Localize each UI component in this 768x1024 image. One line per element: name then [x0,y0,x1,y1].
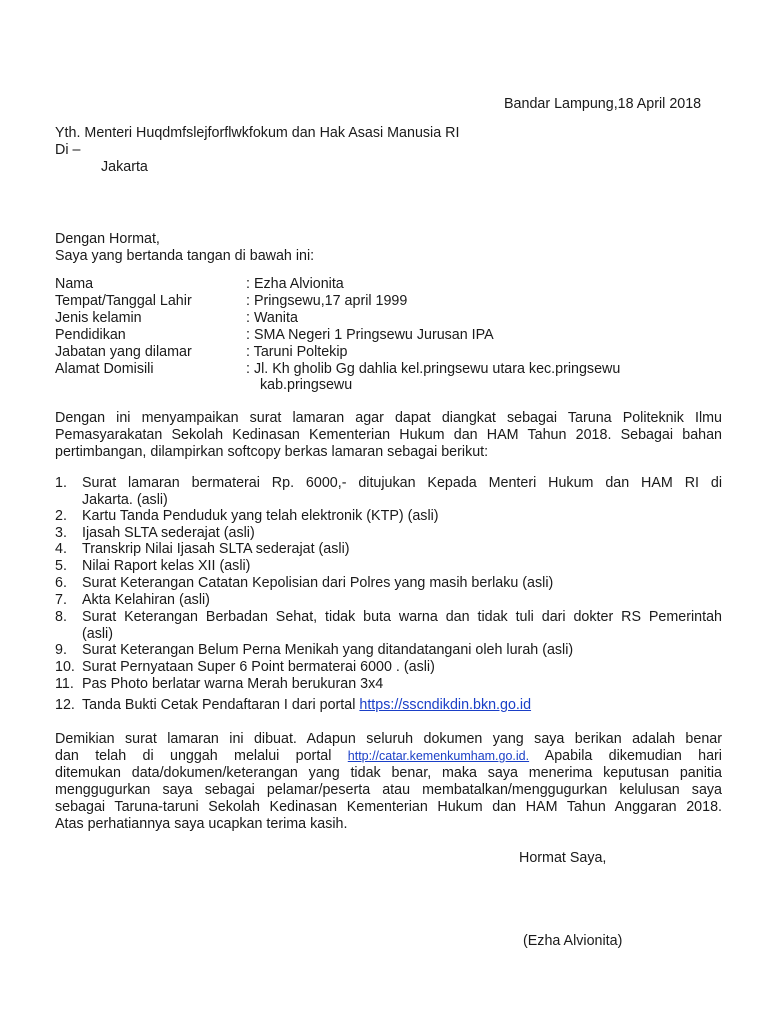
field-value-position: : Taruni Poltekip [246,344,348,360]
list-item: Surat Keterangan Catatan Kepolisian dari Polres yang masih berlaku (asli) [82,575,554,591]
body-line-3: pertimbangan, dilampirkan softcopy berkas lamaran sebagai berikut: [55,444,489,460]
list-item: Nilai Raport kelas XII (asli) [82,558,251,574]
list-item-number: 9. [55,642,67,658]
list-item: Pas Photo berlatar warna Merah berukuran 3x4 [82,676,384,692]
closing-paragraph [55,731,722,833]
field-value-gender: : Wanita [246,310,298,326]
list-item-text: Surat Keterangan Berbadan Sehat, tidak buta warna dan tidak tuli dari dokter RS Pemerintah [82,609,722,625]
field-label-birth: Tempat/Tanggal Lahir [55,293,192,309]
list-item-number: 5. [55,558,67,574]
catar-portal-link[interactable]: http://catar.kemenkumham.go.id. [347,749,530,763]
field-label-address: Alamat Domisili [55,361,154,377]
list-item: Surat Keterangan Belum Perna Menikah yang ditandatangani oleh lurah (asli) [82,642,574,658]
body-line-1: Dengan ini menyampaikan surat lamaran agar dapat diangkat sebagai Taruna Politeknik Ilmu [55,410,722,426]
field-label-position: Jabatan yang dilamar [55,344,192,360]
field-value-address-cont: kab.pringsewu [260,377,353,393]
body-paragraph [55,410,722,461]
list-item-number: 11. [55,676,74,692]
list-item: Akta Kelahiran (asli) [82,592,210,608]
list-item: Ijasah SLTA sederajat (asli) [82,525,255,541]
field-label-education: Pendidikan [55,327,126,343]
closing-line-2-post: Apabila dikemudian hari [544,748,722,764]
list-item-text: Surat lamaran bermaterai Rp. 6000,- ditujukan Kepada Menteri Hukum dan HAM RI di [82,475,722,491]
body-line-2: Pemasyarakatan Sekolah Kedinasan Kementerian Hukum dan HAM Tahun 2018. Sebagai bahan [55,427,722,443]
list-item-number: 12. [55,697,75,713]
field-value-name: : Ezha Alvionita [246,276,344,292]
list-item-number: 10. [55,659,75,675]
list-item-text: Tanda Bukti Cetak Pendaftaran I dari portal [82,697,360,713]
list-item [82,697,722,714]
closing-line-6: Atas perhatiannya saya ucapkan terima kasih. [55,816,348,832]
list-item-number: 7. [55,592,67,608]
field-value-education: : SMA Negeri 1 Pringsewu Jurusan IPA [246,327,494,343]
field-label-gender: Jenis kelamin [55,310,142,326]
field-value-birth: : Pringsewu,17 april 1999 [246,293,408,309]
intro-line: Saya yang bertanda tangan di bawah ini: [55,248,315,264]
list-item: Transkrip Nilai Ijasah SLTA sederajat (asli) [82,541,350,557]
closing-line-5: sebagai Taruna-taruni Sekolah Kedinasan Kementerian Hukum dan HAM Tahun Anggaran 2018. [55,799,722,815]
list-item [82,475,722,509]
list-item: Kartu Tanda Penduduk yang telah elektronik (KTP) (asli) [82,508,439,524]
list-item-number: 3. [55,525,67,541]
closing-line-2 [55,748,722,765]
recipient-city: Jakarta [101,159,148,175]
salutation: Dengan Hormat, [55,231,160,247]
closing-line-3: ditemukan data/dokumen/keterangan yang tidak benar, maka saya menerima keputusan panitia [55,765,722,781]
recipient-line-1: Yth. Menteri Huqdmfslejforflwkfokum dan Hak Asasi Manusia RI [55,125,460,141]
field-value-address: : Jl. Kh gholib Gg dahlia kel.pringsewu utara kec.pringsewu [246,361,621,377]
list-item-number: 1. [55,475,67,491]
list-item-number: 2. [55,508,67,524]
closing-line-2-pre: dan telah di unggah melalui portal [55,748,332,764]
place-date: Bandar Lampung,18 April 2018 [504,96,702,112]
list-item: Surat Pernyataan Super 6 Point bermaterai 6000 . (asli) [82,659,435,675]
closing-line-1: Demikian surat lamaran ini dibuat. Adapun seluruh dokumen yang saya berikan adalah benar [55,731,722,747]
field-label-name: Nama [55,276,94,292]
recipient-line-2: Di – [55,142,81,158]
sscn-portal-link[interactable]: https://sscndikdin.bkn.go.id [359,697,532,713]
list-item-text-cont: Jakarta. (asli) [82,492,168,508]
list-item-number: 6. [55,575,67,591]
closing-line-4: menggugurkan saya sebagai pelamar/peserta atau membatalkan/menggugurkan kelulusan saya [55,782,722,798]
signatory-name: (Ezha Alvionita) [523,933,623,949]
list-item-number: 8. [55,609,67,625]
sign-off: Hormat Saya, [519,850,607,866]
list-item-number: 4. [55,541,67,557]
list-item [82,609,722,643]
list-item-text-cont: (asli) [82,626,113,642]
